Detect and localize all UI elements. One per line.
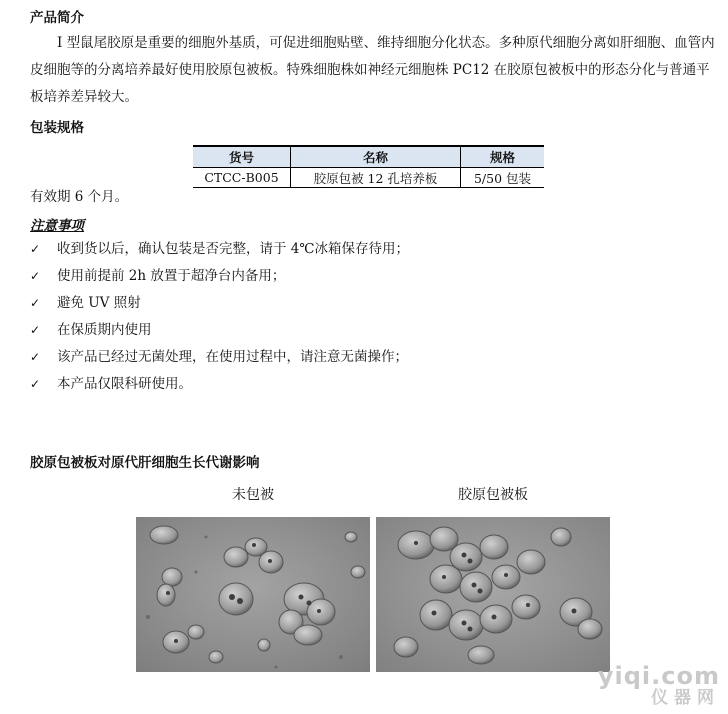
- table-header-row: [193, 146, 544, 168]
- list-item: ✓ 在保质期内使用: [30, 317, 409, 344]
- validity-text: 有效期 6 个月。: [30, 189, 129, 205]
- check-icon: ✓: [30, 350, 41, 364]
- check-icon: ✓: [30, 323, 41, 337]
- notes-title: 注意事项: [30, 218, 84, 234]
- micrograph-collagen-coated: [376, 517, 610, 672]
- micrograph-uncoated: [136, 517, 370, 672]
- check-icon: ✓: [30, 296, 41, 310]
- figure-title: 胶原包被板对原代肝细胞生长代谢影响: [30, 455, 260, 471]
- cell-item-no: CTCC-B005: [193, 168, 291, 188]
- list-item: ✓ 避免 UV 照射: [30, 290, 409, 317]
- intro-text: I 型鼠尾胶原是重要的细胞外基质，可促进细胞贴壁、维持细胞分化状态。多种原代细胞分离如肝细胞、血管内皮细胞等的分离培养最好使用胶原包被板。特殊细胞株如神经元细胞株 PC12 在胶原包被板中的形态分化与普通平板培养差异较大。: [30, 35, 715, 105]
- notes-list: [30, 236, 409, 398]
- check-icon: ✓: [30, 242, 41, 256]
- intro-title: 产品简介: [30, 10, 84, 26]
- list-item: ✓ 本产品仅限科研使用。: [30, 371, 409, 398]
- watermark-brand: 仪器网: [651, 688, 720, 708]
- cell-name: 胶原包被 12 孔培养板: [291, 168, 461, 188]
- list-item: ✓ 该产品已经过无菌处理，在使用过程中，请注意无菌操作；: [30, 344, 409, 371]
- header-item-no: 货号: [193, 146, 291, 168]
- watermark: [598, 664, 720, 708]
- caption-uncoated: 未包被: [232, 487, 274, 503]
- cell-spec: 5/50 包装: [461, 168, 545, 188]
- list-item: ✓ 收到货以后，确认包装是否完整，请于 4℃冰箱保存待用；: [30, 236, 409, 263]
- intro-paragraph: [30, 30, 720, 111]
- check-icon: ✓: [30, 377, 41, 391]
- list-item: ✓ 使用前提前 2h 放置于超净台内备用；: [30, 263, 409, 290]
- watermark-domain: yiqi.com: [597, 662, 720, 690]
- check-icon: ✓: [30, 269, 41, 283]
- header-name: 名称: [291, 146, 461, 168]
- header-spec: 规格: [461, 146, 545, 168]
- packaging-table: [193, 145, 544, 188]
- table-row: [193, 168, 544, 188]
- caption-coated: 胶原包被板: [458, 487, 528, 503]
- packaging-title: 包装规格: [30, 120, 84, 136]
